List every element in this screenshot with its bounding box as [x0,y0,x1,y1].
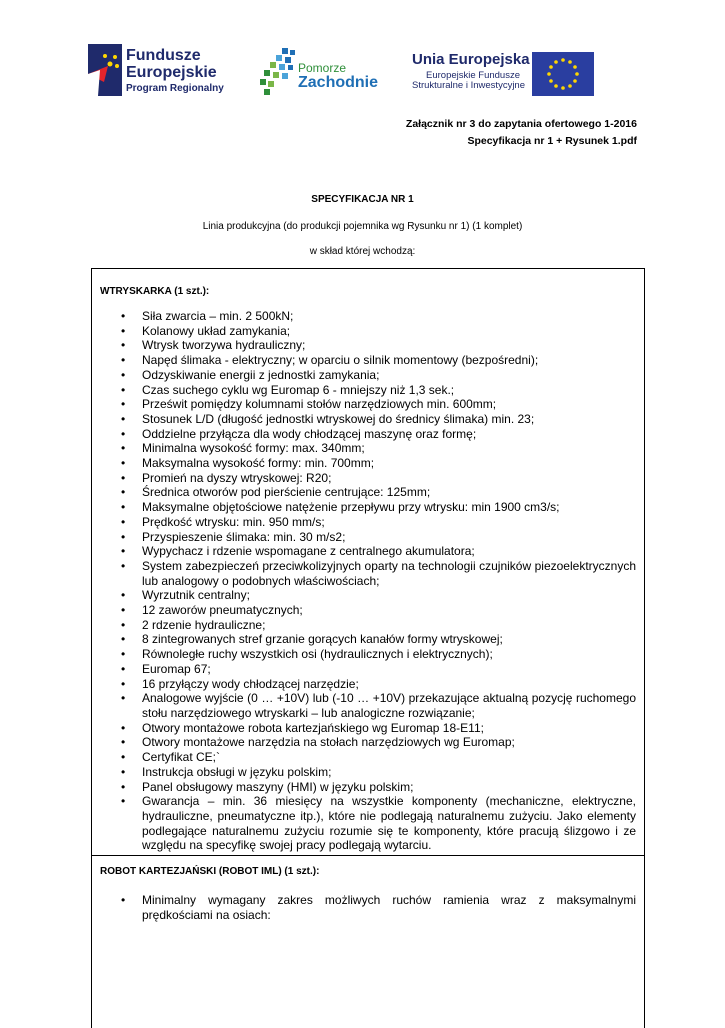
ue-line3: Strukturalne i Inwestycyjne [412,79,525,91]
pz-mosaic-icon [258,46,302,98]
list-item-text: • Gwarancja – min. 36 miesięcy na wszystkie komponenty (mechaniczne, elektryczne, hydrauliczne, pneumatyczne itp.), które nie podlegają naturalnemu zużyciu. Jako elementy podlegające naturalnemu zużyciu rozumie się te komponenty, które pracują ślizgowo i ze względu na specyfikę swojej pracy podlegają wytarciu. [142,794,636,853]
list-item-text: • Maksymalna wysokość formy: min. 700mm; [142,456,375,471]
list-item [92,780,644,795]
list-item [92,309,644,324]
list-item-text: • Analogowe wyjście (0 … +10V) lub (-10 … +10V) przekazujące aktualną pozycję ruchomego stołu narzędziowego wtryskarki – lub analogiczne rozwiązanie; [142,691,636,720]
list-item-text: • 12 zaworów pneumatycznych; [142,603,303,618]
fe-line2: Europejskie [126,64,217,81]
list-item [92,412,644,427]
list-item [92,588,644,603]
list-item-text: • Kolanowy układ zamykania; [142,323,291,338]
fe-flag-icon [88,44,122,96]
list-item [92,471,644,486]
list-item [92,427,644,442]
document-subtitle: Linia produkcyjna (do produkcji pojemnika wg Rysunku nr 1) (1 komplet) [202,221,523,232]
list-item-text: • Prędkość wtrysku: min. 950 mm/s; [142,514,325,529]
eu-flag-icon [532,52,594,96]
list-item-text: • Napęd ślimaka - elektryczny; w oparciu o silnik momentowy (bezpośredni); [142,353,539,368]
list-item [92,515,644,530]
list-item-text: • Czas suchego cyklu wg Euromap 6 - mniejszy niż 1,3 sek.; [142,382,455,397]
list-item-text: • Otwory montażowe robota kartezjańskiego wg Euromap 18-E11; [142,720,484,735]
list-item [92,721,644,736]
list-item [92,750,644,765]
list-item [92,618,644,633]
pz-line2: Zachodnie [298,74,379,91]
injection-machine-spec-list [92,309,644,853]
list-item [92,338,644,353]
reference-line2: Specyfikacja nr 1 + Rysunek 1.pdf [467,135,637,147]
section-heading-cartesian-robot: ROBOT KARTEZJAŃSKI (ROBOT IML) (1 szt.): [100,866,320,877]
list-item [92,765,644,780]
list-item-text: • Maksymalne objętościowe natężenie przepływu przy wtrysku: min 1900 cm3/s; [142,500,560,515]
fe-line1: Fundusze [126,47,201,64]
list-item-text: • Wtrysk tworzywa hydrauliczny; [142,338,306,353]
list-item-text: • Certyfikat CE;` [142,750,221,765]
list-item-text: • Oddzielne przyłącza dla wody chłodzącej maszynę oraz formę; [142,426,477,441]
list-item-text: • Promień na dyszy wtryskowej: R20; [142,470,332,485]
list-item [92,383,644,398]
list-item-text: • Stosunek L/D (długość jednostki wtryskowej do średnicy ślimaka) min. 23; [142,411,535,426]
list-item-text: • Równoległe ruchy wszystkich osi (hydraulicznych i elektrycznych); [142,647,493,662]
list-item-text: • 2 rdzenie hydrauliczne; [142,617,266,632]
list-item-text: • Panel obsługowy maszyny (HMI) w języku polskim; [142,779,414,794]
list-item [92,794,644,853]
document-title: SPECYFIKACJA NR 1 [311,194,414,205]
list-item-text: • Instrukcja obsługi w języku polskim; [142,764,332,779]
list-item-text: • Odzyskiwanie energii z jednostki zamykania; [142,367,380,382]
list-item [92,456,644,471]
list-item [92,500,644,515]
list-item-text: • System zabezpieczeń przeciwkolizyjnych oparty na technologii czujników piezoelektrycznych lub analogowy o podobnych właściwościach; [142,558,636,588]
list-item-text: • Prześwit pomiędzy kolumnami stołów narzędziowych min. 600mm; [142,397,497,412]
list-item-text: • Minimalny wymagany zakres możliwych ruchów ramienia wraz z maksymalnymi prędkościami na osiach: [142,893,636,922]
list-item-text: • Minimalna wysokość formy: max. 340mm; [142,441,365,456]
list-item [92,893,644,922]
cartesian-robot-spec-list [92,893,644,922]
list-item-text: • 8 zintegrowanych stref grzanie gorących kanałów formy wtryskowej; [142,632,503,647]
list-item [92,559,644,588]
list-item [92,647,644,662]
attachment-reference [406,116,637,150]
list-item [92,735,644,750]
fundusze-europejskie-logo [88,44,238,100]
list-item-text: • Przyspieszenie ślimaka: min. 30 m/s2; [142,529,346,544]
list-item [92,324,644,339]
list-item [92,603,644,618]
ue-line1: Unia Europejska [412,51,530,68]
table-divider [92,855,644,856]
fe-line3: Program Regionalny [126,83,224,94]
list-item [92,397,644,412]
document-subtitle-2: w skład której wchodzą: [309,246,416,257]
list-item-text: • Euromap 67; [142,661,211,676]
list-item [92,677,644,692]
list-item-text: • Siła zwarcia – min. 2 500kN; [142,309,294,323]
list-item-text: • Wyrzutnik centralny; [142,588,250,603]
section-heading-injection-machine: WTRYSKARKA (1 szt.): [100,286,210,297]
list-item [92,441,644,456]
list-item [92,691,644,720]
list-item [92,530,644,545]
pomorze-zachodnie-logo [258,44,378,100]
list-item-text: • Otwory montażowe narzędzia na stołach narzędziowych wg Euromap; [142,735,515,750]
list-item [92,662,644,677]
list-item [92,485,644,500]
list-item-text: • Średnica otworów pod pierścienie centrujące: 125mm; [142,485,431,500]
list-item [92,632,644,647]
pz-line1: Pomorze [298,61,347,75]
list-item-text: • Wypychacz i rdzenie wspomagane z centralnego akumulatora; [142,544,475,559]
specification-table [91,268,645,1028]
list-item [92,544,644,559]
header-logos [0,0,725,110]
ue-line2: Europejskie Fundusze [426,69,520,81]
reference-line1: Załącznik nr 3 do zapytania ofertowego 1-2016 [405,118,637,130]
list-item [92,368,644,383]
list-item-text: • 16 przyłączy wody chłodzącej narzędzie; [142,676,359,691]
list-item [92,353,644,368]
